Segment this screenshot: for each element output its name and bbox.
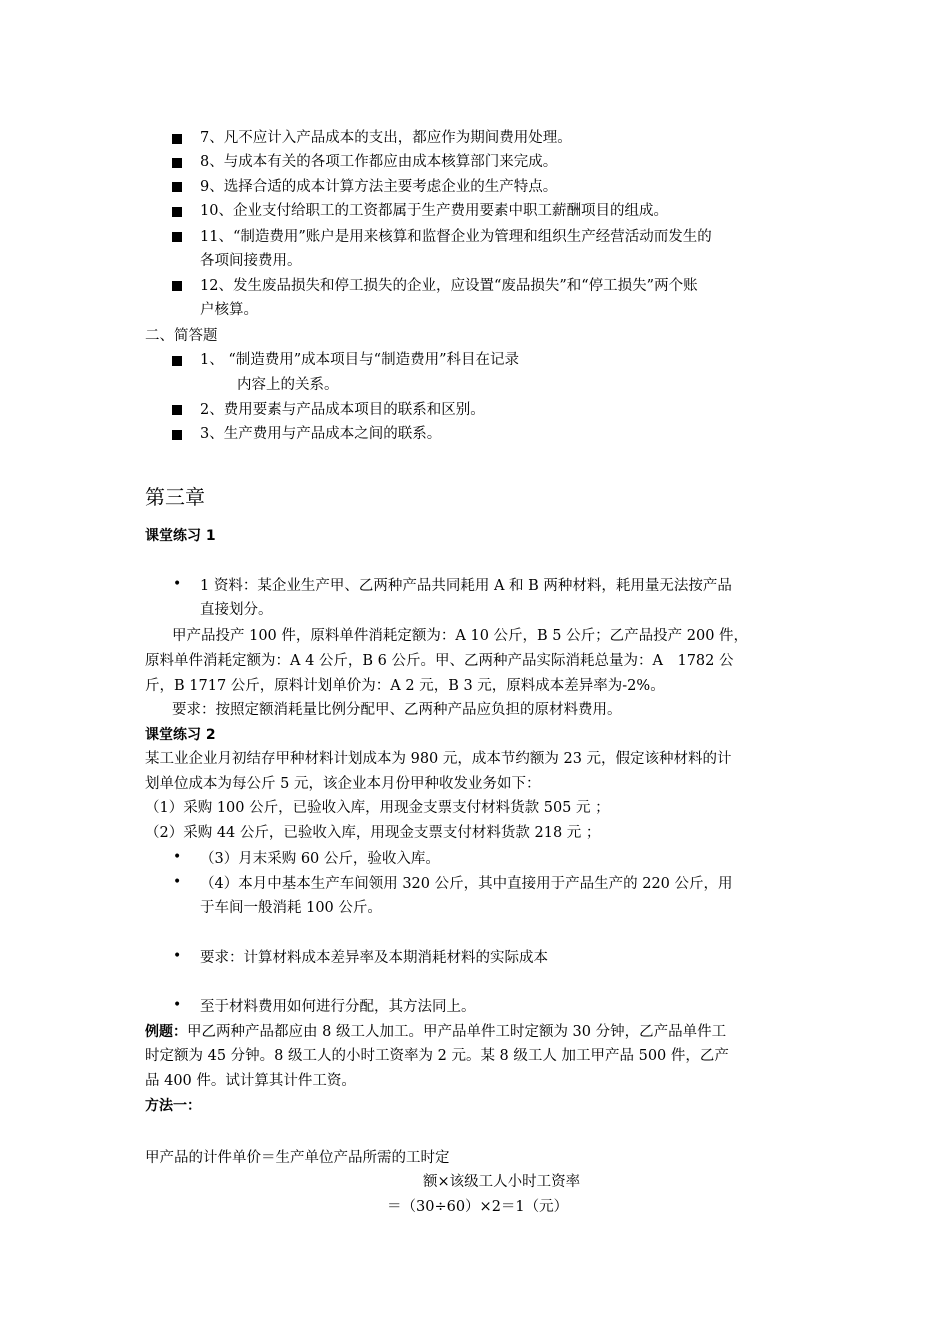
exercise-2-note: 至于材料费用如何进行分配，其方法同上。 bbox=[200, 999, 476, 1015]
dot-bullet-icon: • bbox=[173, 874, 182, 890]
dot-bullet-icon: • bbox=[173, 849, 182, 865]
formula-line: 甲产品的计件单价＝生产单位产品所需的工时定 bbox=[145, 1150, 450, 1166]
section-heading: 二、简答题 bbox=[145, 328, 218, 344]
example-line: 品 400 件。试计算其计件工资。 bbox=[145, 1073, 356, 1089]
square-bullet-icon bbox=[172, 158, 182, 168]
exercise-1-bullet: 1 资料：某企业生产甲、乙两种产品共同耗用 A 和 B 两种材料，耗用量无法按产品 bbox=[200, 578, 732, 594]
example-line: 时定额为 45 分钟。8 级工人的小时工资率为 2 元。某 8 级工人 加工甲产品 500 件，乙产 bbox=[145, 1048, 729, 1064]
square-bullet-icon bbox=[172, 430, 182, 440]
list-item: 1、 “制造费用”成本项目与“制造费用”科目在记录 bbox=[200, 352, 519, 368]
exercise-1-heading: 课堂练习 1 bbox=[145, 528, 216, 544]
square-bullet-icon bbox=[172, 281, 182, 291]
list-item: 10、企业支付给职工的工资都属于生产费用要素中职工薪酬项目的组成。 bbox=[200, 203, 668, 219]
exercise-2-requirement: 要求：计算材料成本差异率及本期消耗材料的实际成本 bbox=[200, 950, 548, 966]
square-bullet-icon bbox=[172, 356, 182, 366]
paragraph-line: 划单位成本为每公斤 5 元，该企业本月份甲种收发业务如下： bbox=[145, 776, 541, 792]
method-heading: 方法一： bbox=[145, 1098, 201, 1114]
square-bullet-icon bbox=[172, 134, 182, 144]
list-item: 9、选择合适的成本计算方法主要考虑企业的生产特点。 bbox=[200, 179, 558, 195]
example-text: 甲乙两种产品都应由 8 级工人加工。甲产品单件工时定额为 30 分钟，乙产品单件工 bbox=[187, 1024, 727, 1040]
paragraph-line: 甲产品投产 100 件，原料单件消耗定额为：A 10 公斤，B 5 公斤；乙产品投产 200 件， bbox=[172, 628, 749, 644]
example-line bbox=[145, 1022, 726, 1042]
list-item: 7、凡不应计入产品成本的支出，都应作为期间费用处理。 bbox=[200, 130, 572, 146]
list-item-continuation: 户核算。 bbox=[200, 302, 258, 318]
exercise-2-heading: 课堂练习 2 bbox=[145, 727, 216, 743]
paragraph-line: 原料单件消耗定额为：A 4 公斤，B 6 公斤。甲、乙两种产品实际消耗总量为：A 1782 公 bbox=[145, 653, 734, 669]
dot-bullet-icon: • bbox=[173, 576, 182, 592]
paragraph-line: 某工业企业月初结存甲种材料计划成本为 980 元，成本节约额为 23 元，假定该种材料的计 bbox=[145, 751, 732, 767]
exercise-2-item-continuation: 于车间一般消耗 100 公斤。 bbox=[200, 900, 382, 916]
list-item: 8、与成本有关的各项工作都应由成本核算部门来完成。 bbox=[200, 154, 558, 170]
chapter-title: 第三章 bbox=[145, 485, 205, 509]
list-item: 12、发生废品损失和停工损失的企业，应设置“废品损失”和“停工损失”两个账 bbox=[200, 278, 698, 294]
exercise-2-item: （4）本月中基本生产车间领用 320 公斤，其中直接用于产品生产的 220 公斤，用 bbox=[200, 876, 733, 892]
dot-bullet-icon: • bbox=[173, 948, 182, 964]
formula-line: ＝（30÷60）×2＝1（元） bbox=[387, 1199, 569, 1215]
list-item: 2、费用要素与产品成本项目的联系和区别。 bbox=[200, 402, 485, 418]
exercise-1-requirement: 要求：按照定额消耗量比例分配甲、乙两种产品应负担的原材料费用。 bbox=[172, 702, 622, 718]
exercise-1-bullet-continuation: 直接划分。 bbox=[200, 602, 273, 618]
exercise-2-item: （2）采购 44 公斤，已验收入库，用现金支票支付材料货款 218 元 ； bbox=[145, 825, 601, 841]
list-item-continuation: 各项间接费用。 bbox=[200, 253, 302, 269]
exercise-2-item: （3）月末采购 60 公斤，验收入库。 bbox=[200, 851, 440, 867]
formula-line: 额×该级工人小时工资率 bbox=[423, 1174, 581, 1190]
square-bullet-icon bbox=[172, 232, 182, 242]
square-bullet-icon bbox=[172, 207, 182, 217]
list-item: 11、“制造费用”账户是用来核算和监督企业为管理和组织生产经营活动而发生的 bbox=[200, 229, 712, 245]
dot-bullet-icon: • bbox=[173, 997, 182, 1013]
square-bullet-icon bbox=[172, 182, 182, 192]
exercise-2-item: （1）采购 100 公斤，已验收入库，用现金支票支付材料货款 505 元 ； bbox=[145, 800, 610, 816]
paragraph-line: 斤，B 1717 公斤，原料计划单价为：A 2 元，B 3 元，原料成本差异率为-2%。 bbox=[145, 678, 665, 694]
square-bullet-icon bbox=[172, 405, 182, 415]
list-item: 3、生产费用与产品成本之间的联系。 bbox=[200, 426, 442, 442]
example-label: 例题： bbox=[145, 1024, 187, 1040]
list-item-continuation: 内容上的关系。 bbox=[237, 377, 339, 393]
